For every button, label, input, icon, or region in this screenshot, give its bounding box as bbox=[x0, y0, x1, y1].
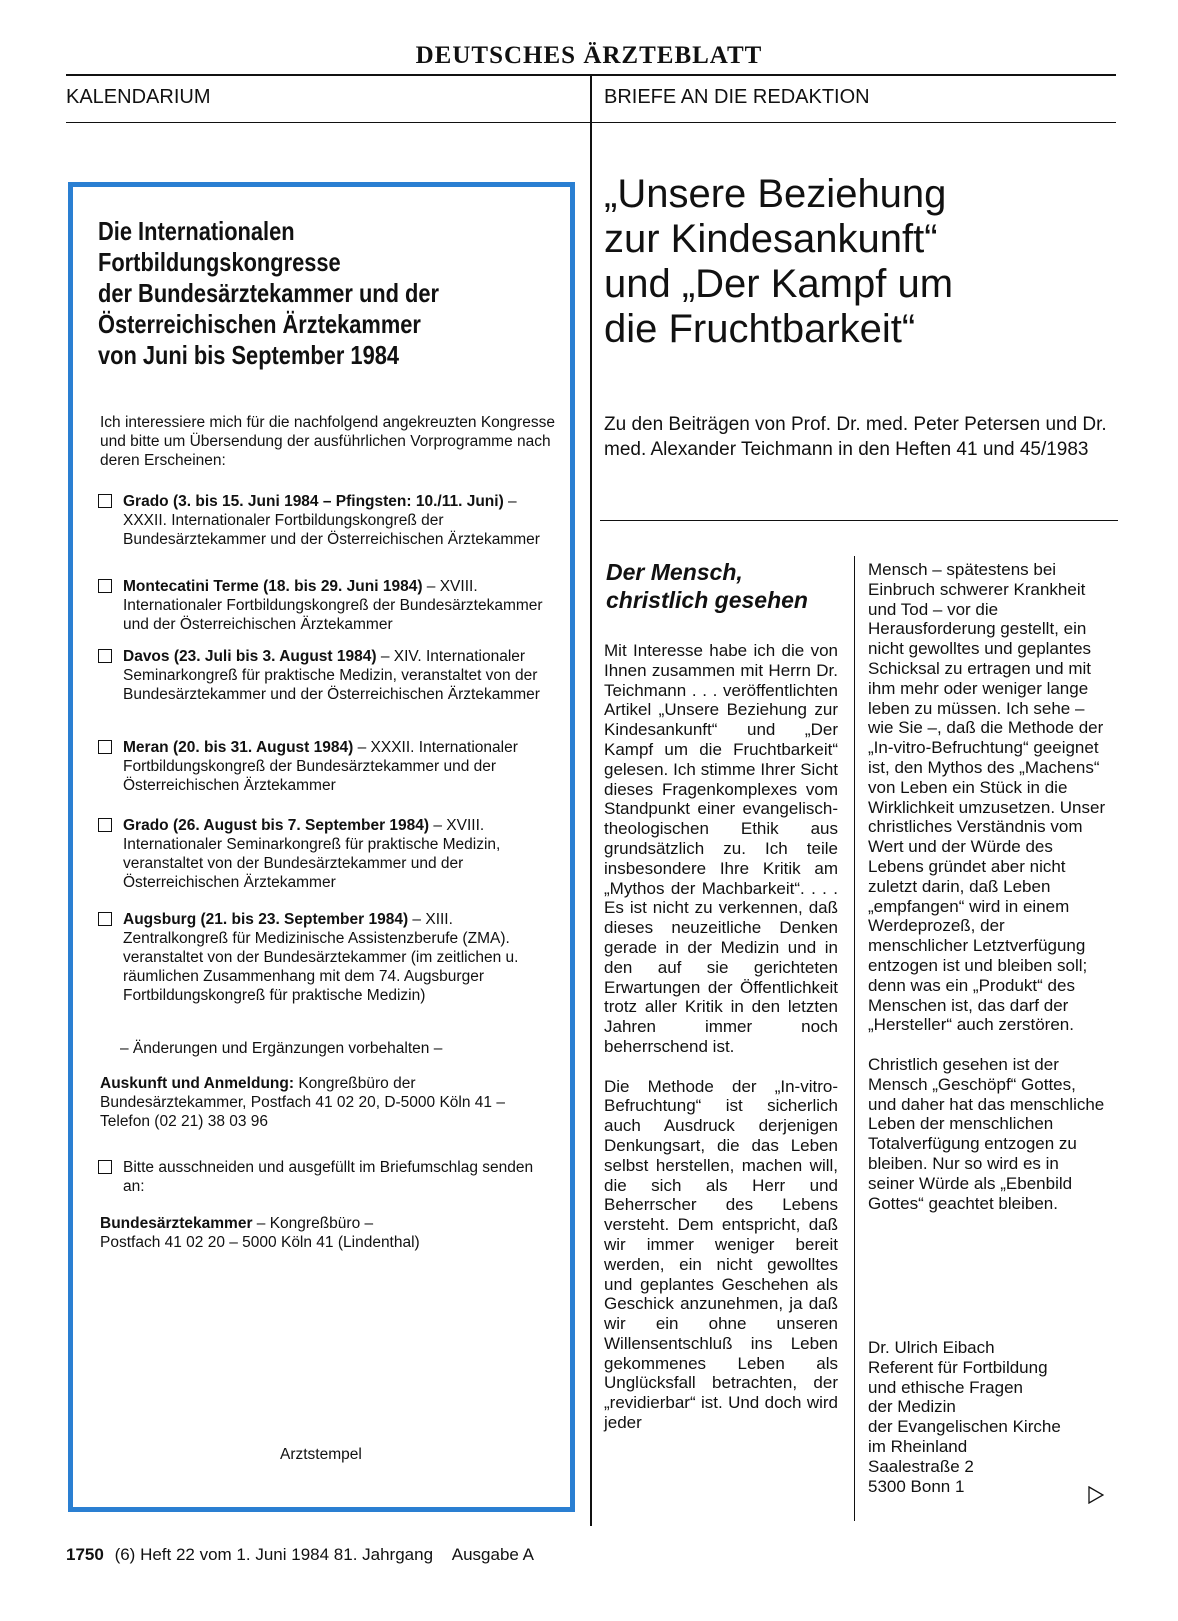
checkbox[interactable] bbox=[98, 1160, 112, 1174]
addr-street: Postfach 41 02 20 – 5000 Köln 41 (Lindenthal) bbox=[100, 1234, 420, 1251]
masthead: DEUTSCHES ÄRZTEBLATT bbox=[415, 42, 763, 69]
footer bbox=[66, 1545, 534, 1565]
contact-info bbox=[100, 1074, 555, 1131]
addr-dept: – Kongreßbüro – bbox=[252, 1215, 374, 1232]
cut-out-request bbox=[98, 1158, 556, 1196]
entry-title: Meran (20. bis 31. August 1984) bbox=[123, 739, 354, 756]
section-label-right: BRIEFE AN DIE REDAKTION bbox=[604, 86, 870, 108]
letter-body-column-1: Mit Interesse habe ich die von Ihnen zusammen mit Herrn Dr. Teichmann . . . veröffentlichten Artikel „Unsere Beziehung zur Kindesankunft“ und „Der Kampf um die Fruchtbarkeit“ gelesen. Ich stimme Ihrer Sicht dieses Fragenkomplexes vom Standpunkt einer evangelisch-theologischen Ethik aus grundsätzlich zu. Ich teile insbesondere Ihre Kritik am „Mythos der Machbarkeit“. . . . Es ist nicht zu verkennen, daß dieses neuzeitliche Denken gerade in der Medizin und in den auf sie gerichteten Erwartungen der Öffentlichkeit trotz aller Kritik in den letzten Jahren immer noch beherrschend ist. Die Methode der „In-vitro-Befruchtung“ ist sicherlich auch Ausdruck derjenigen Denkungsart, die das Leben selbst herstellen, machen will, die sich als Herr und Beherrscher des Lebens versteht. Dem entspricht, daß wir immer weniger bereit werden, ein nicht gewolltes und geplantes Geschehen als Geschick anzunehmen, ja daß wir ein ohne unseren Willensentschluß ins Leben gekommenes Leben als Unglücksfall betrachten, der „revidierbar“ ist. Und doch wird jeder bbox=[604, 641, 838, 1433]
checkbox[interactable] bbox=[98, 740, 112, 754]
entry-title: Augsburg (21. bis 23. September 1984) bbox=[123, 911, 409, 928]
congress-intro: Ich interessiere mich für die nachfolgend angekreuzten Kongresse und bitte um Übersendung der ausführlichen Vorprogramme nach deren Erscheinen: bbox=[100, 414, 555, 469]
congress-entry bbox=[98, 910, 556, 1005]
letter-title bbox=[604, 172, 1104, 352]
entry-text: – XIII. Zentralkongreß für Medizinische Assistenzberufe (ZMA). veranstaltet von der Bundesärztekammer (im zeitlichen u. räumlichen Zusammenhang mit dem 74. Augsburger Fortbildungskongreß für praktische Medizin) bbox=[123, 911, 519, 1004]
congress-entry bbox=[98, 577, 556, 634]
entry-title: Montecatini Terme (18. bis 29. Juni 1984) bbox=[123, 578, 423, 595]
edition-label: Ausgabe A bbox=[451, 1545, 535, 1564]
congress-entry bbox=[98, 738, 556, 795]
title-line: Die Internationalen bbox=[98, 216, 295, 246]
heading-line: christlich gesehen bbox=[606, 587, 808, 613]
checkbox[interactable] bbox=[98, 494, 112, 508]
title-line: und „Der Kampf um bbox=[604, 262, 954, 306]
issue-info: (6) Heft 22 vom 1. Juni 1984 81. Jahrgang bbox=[114, 1545, 434, 1564]
contact-text: Kongreßbüro der Bundesärztekammer, Postfach 41 02 20, D-5000 Köln 41 – Telefon (02 21) 38 03 96 bbox=[100, 1075, 505, 1130]
title-line: zur Kindesankunft“ bbox=[604, 217, 938, 261]
letter-signature: Dr. Ulrich Eibach Referent für Fortbildung und ethische Fragen der Medizin der Evangelischen Kirche im Rheinland Saalestraße 2 5300 Bonn 1 bbox=[868, 1338, 1061, 1496]
entry-title: Davos (23. Juli bis 3. August 1984) bbox=[123, 648, 377, 665]
entry-text: – XXXII. Internationaler Fortbildungskongreß der Bundesärztekammer und der Österreichischen Ärztekammer bbox=[123, 493, 540, 548]
letter-heading bbox=[606, 558, 866, 614]
checkbox[interactable] bbox=[98, 818, 112, 832]
page-number: 1750 bbox=[66, 1545, 104, 1564]
contact-label: Auskunft und Anmeldung: bbox=[100, 1075, 295, 1092]
addr-org: Bundesärztekammer bbox=[100, 1215, 253, 1232]
congress-entry bbox=[98, 647, 556, 704]
entry-title: Grado (26. August bis 7. September 1984) bbox=[123, 817, 430, 834]
checkbox[interactable] bbox=[98, 649, 112, 663]
congress-entry bbox=[98, 492, 556, 549]
heading-line: Der Mensch, bbox=[606, 559, 743, 585]
title-line: der Bundesärztekammer und der bbox=[98, 278, 440, 308]
entry-title: Grado (3. bis 15. Juni 1984 – Pfingsten: 10./11. Juni) bbox=[123, 493, 504, 510]
checkbox[interactable] bbox=[98, 912, 112, 926]
congress-entry bbox=[98, 816, 556, 892]
title-line: die Fruchtbarkeit“ bbox=[604, 307, 916, 351]
cut-out-text: Bitte ausschneiden und ausgefüllt im Briefumschlag senden an: bbox=[123, 1159, 534, 1195]
title-line: Österreichischen Ärztekammer bbox=[98, 309, 421, 339]
checkbox[interactable] bbox=[98, 579, 112, 593]
letter-subtitle: Zu den Beiträgen von Prof. Dr. med. Peter Petersen und Dr. med. Alexander Teichmann in den Heften 41 und 45/1983 bbox=[604, 414, 1107, 460]
entry-text: – XXXII. Internationaler Fortbildungskongreß der Bundesärztekammer und der Österreichischen Ärztekammer bbox=[123, 739, 518, 794]
title-line: Fortbildungskongresse bbox=[98, 247, 341, 277]
entry-text: – XIV. Internationaler Seminarkongreß für praktische Medizin, veranstaltet von der Bundesärztekammer und der Österreichischen Ärztekammer bbox=[123, 648, 540, 703]
entry-text: – XVIII. Internationaler Fortbildungskongreß der Bundesärztekammer und der Österreichischen Ärztekammer bbox=[123, 578, 543, 633]
entry-text: – XVIII. Internationaler Seminarkongreß für praktische Medizin, veranstaltet von der Bundesärztekammer und der Österreichischen Ärztekammer bbox=[123, 817, 501, 891]
title-line: „Unsere Beziehung bbox=[604, 172, 947, 216]
letter-rule bbox=[600, 520, 1118, 521]
changes-note: – Änderungen und Ergänzungen vorbehalten – bbox=[120, 1040, 443, 1057]
section-label-left: KALENDARIUM bbox=[66, 86, 211, 108]
title-line: von Juni bis September 1984 bbox=[98, 340, 400, 370]
letter-column-divider bbox=[854, 556, 855, 1521]
doctor-stamp-label: Arztstempel bbox=[280, 1446, 362, 1463]
congress-title bbox=[98, 216, 568, 371]
continue-arrow-icon bbox=[1088, 1486, 1104, 1504]
column-divider bbox=[590, 74, 592, 1526]
letter-body-column-2: Mensch – spätestens bei Einbruch schwerer Krankheit und Tod – vor die Herausforderung gestellt, ein nicht gewolltes und geplantes Schicksal zu ertragen und mit ihm mehr oder weniger lange leben zu müssen. Ich sehe – wie Sie –, daß die Methode der „In-vitro-Befruchtung“ geeignet ist, den Mythos des „Machens“ von Leben ein Stück in die Wirklichkeit umzusetzen. Unser christliches Verständnis vom Wert und der Würde des Lebens gründet aber nicht zuletzt darin, daß Leben „empfangen“ wird in einem Werdeprozeß, der menschlicher Letztverfügung entzogen ist und bleiben soll; denn was ein „Produkt“ des Menschen ist, das darf der „Hersteller“ auch zerstören. Christlich gesehen ist der Mensch „Geschöpf“ Gottes, und daher hat das menschliche Leben der menschlichen Totalverfügung entzogen zu bleiben. Nur so wird es in seiner Würde als „Ebenbild Gottes“ geachtet bleiben. bbox=[868, 560, 1106, 1213]
mailing-address bbox=[100, 1214, 555, 1252]
